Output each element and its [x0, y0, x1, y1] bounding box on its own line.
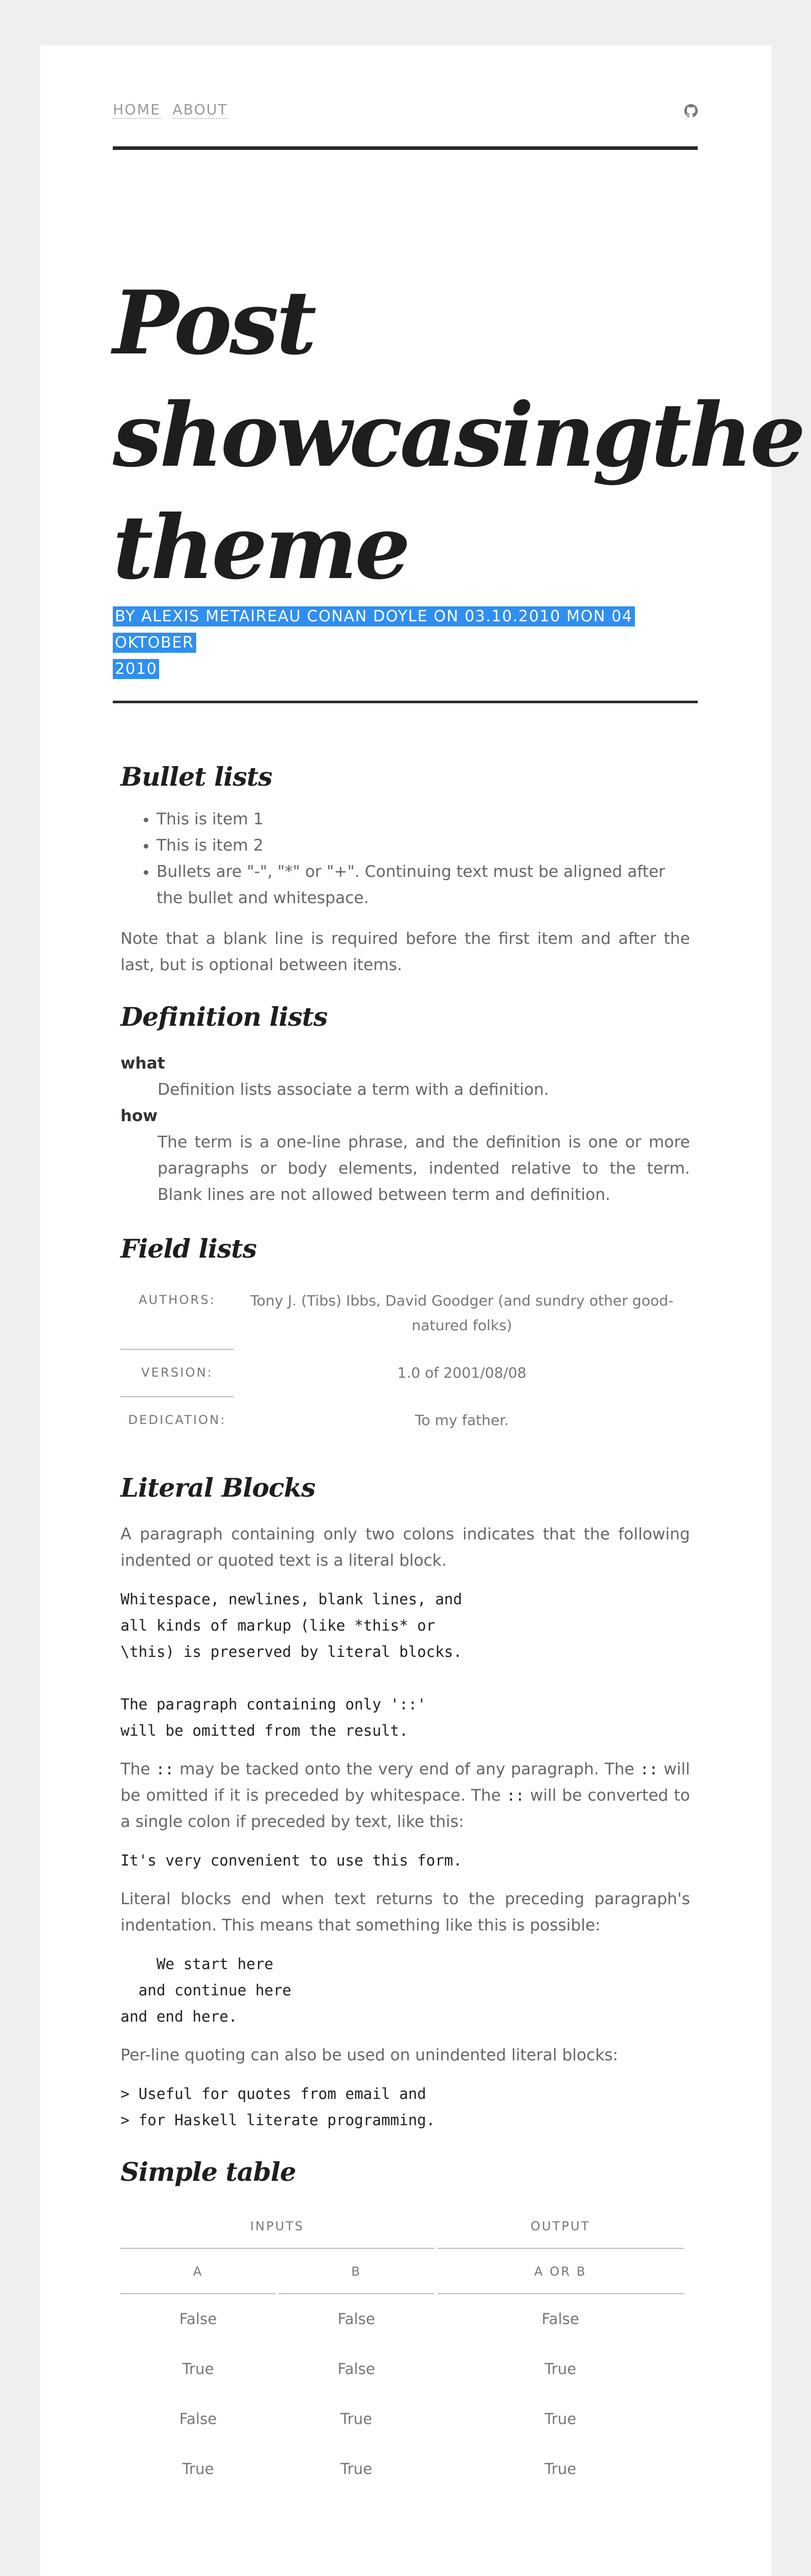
simple-table — [117, 2204, 687, 2494]
col-group-output: OUTPUT — [437, 2204, 684, 2249]
text-part: may be tacked onto the very end of any paragraph. The — [174, 1760, 640, 1778]
literal-block-3: We start here and continue here and end here. — [120, 1955, 291, 2025]
text-part: The — [120, 1760, 156, 1778]
field-list-table — [120, 1277, 690, 1444]
field-label: DEDICATION: — [120, 1397, 234, 1444]
definition-desc: Definition lists associate a term with a definition. — [158, 1080, 549, 1099]
post-meta-line-2[interactable]: 2010 — [113, 659, 159, 679]
heading-bullet-lists: Bullet lists — [120, 761, 272, 792]
list-item: • This is item 2 — [157, 833, 690, 859]
github-icon[interactable] — [684, 104, 698, 117]
literal-intro: A paragraph containing only two colons indicates that the following indented or quoted text is a literal block. — [120, 1525, 690, 1570]
table-header-row — [120, 2204, 684, 2249]
bullet-list — [120, 806, 690, 911]
table-cell: False — [179, 2310, 217, 2328]
post-meta-line-1[interactable]: BY ALEXIS METAIREAU CONAN DOYLE ON 03.10.2010 MON 04 OKTOBER — [113, 606, 635, 653]
heading-definition-lists: Definition lists — [120, 1002, 327, 1032]
table-cell: False — [541, 2310, 579, 2328]
literal-block-1: Whitespace, newlines, blank lines, and all kinds of markup (like *this* or \this) is preserved by literal blocks. The paragraph containing only '::' will be omitted from the result. — [120, 1590, 462, 1739]
code-colons: :: — [156, 1760, 174, 1778]
title-line-1: Post — [113, 272, 314, 375]
post-body — [120, 759, 690, 2494]
title-line-2 — [113, 379, 803, 492]
literal-indent-paragraph: Literal blocks end when text returns to the preceding paragraph's indentation. This means that something like this is possible: — [120, 1890, 690, 1935]
col-group-inputs: INPUTS — [120, 2204, 434, 2249]
col-a: A — [120, 2249, 275, 2294]
text-part: will be omitted if it is preceded by whitespace. The — [120, 1760, 691, 1805]
post-title — [113, 267, 803, 604]
literal-block-4: > Useful for quotes from email and > for Haskell literate programming. — [120, 2085, 436, 2129]
table-row — [120, 1277, 690, 1349]
table-cell: True — [340, 2460, 372, 2478]
bullet-note: Note that a blank line is required before the first item and after the last, but is optional between items. — [120, 929, 690, 974]
field-value: Tony J. (Tibs) Ibbs, David Goodger (and sundry other good-natured folks) — [250, 1292, 674, 1334]
heading-field-lists: Field lists — [120, 1233, 257, 1264]
literal-quote-paragraph: Per-line quoting can also be used on unindented literal blocks: — [120, 2046, 618, 2064]
field-value: 1.0 of 2001/08/08 — [397, 1364, 527, 1381]
title-word-the: the — [651, 384, 803, 487]
field-value: To my father. — [415, 1412, 509, 1429]
literal-block-2: It's very convenient to use this form. — [120, 1852, 462, 1869]
table-cell: False — [337, 2310, 375, 2328]
table-cell: True — [544, 2460, 577, 2478]
table-header-row — [120, 2249, 684, 2294]
post-meta — [113, 603, 698, 682]
nav-home-link[interactable]: HOME — [113, 101, 161, 118]
col-a-or-b: A OR B — [437, 2249, 684, 2294]
field-label: VERSION: — [120, 1349, 234, 1397]
definition-list — [120, 1050, 690, 1208]
heading-simple-table: Simple table — [120, 2157, 296, 2187]
code-colons: :: — [640, 1760, 658, 1778]
table-row — [120, 2344, 684, 2394]
top-nav — [113, 101, 698, 132]
list-item: • Bullets are "-", "*" or "+". Continuing text must be aligned after the bullet and whitespace. — [157, 859, 690, 911]
text-part: will be converted to a single colon if preceded by text, like this: — [120, 1786, 690, 1831]
nav-about-link[interactable]: ABOUT — [172, 101, 228, 118]
literal-colon-paragraph — [120, 1756, 690, 1835]
heading-literal-blocks: Literal Blocks — [120, 1472, 316, 1503]
header-rule — [113, 146, 698, 150]
table-row — [120, 1349, 690, 1397]
table-cell: True — [544, 2360, 577, 2378]
table-cell: True — [340, 2410, 372, 2428]
table-cell: False — [179, 2410, 217, 2428]
meta-rule — [113, 701, 698, 703]
title-line-3: theme — [113, 496, 408, 599]
table-row — [120, 2394, 684, 2444]
table-cell: False — [337, 2360, 375, 2378]
table-row — [120, 2444, 684, 2494]
field-label: AUTHORS: — [139, 1293, 216, 1307]
table-row — [120, 2294, 684, 2344]
definition-term: what — [120, 1054, 165, 1073]
title-word-showcasing: showcasing — [113, 384, 651, 487]
code-colons: :: — [506, 1787, 525, 1804]
table-cell: True — [182, 2460, 214, 2478]
table-cell: True — [182, 2360, 214, 2378]
definition-term: how — [120, 1107, 158, 1125]
definition-desc: The term is a one-line phrase, and the definition is one or more paragraphs or body elements, indented relative to the term. Blank lines are not allowed between term and definition. — [158, 1133, 690, 1204]
page-card — [40, 45, 803, 2576]
col-b: B — [279, 2249, 434, 2294]
list-item: • This is item 1 — [157, 806, 690, 833]
table-cell: True — [544, 2410, 577, 2428]
table-row — [120, 1397, 690, 1444]
